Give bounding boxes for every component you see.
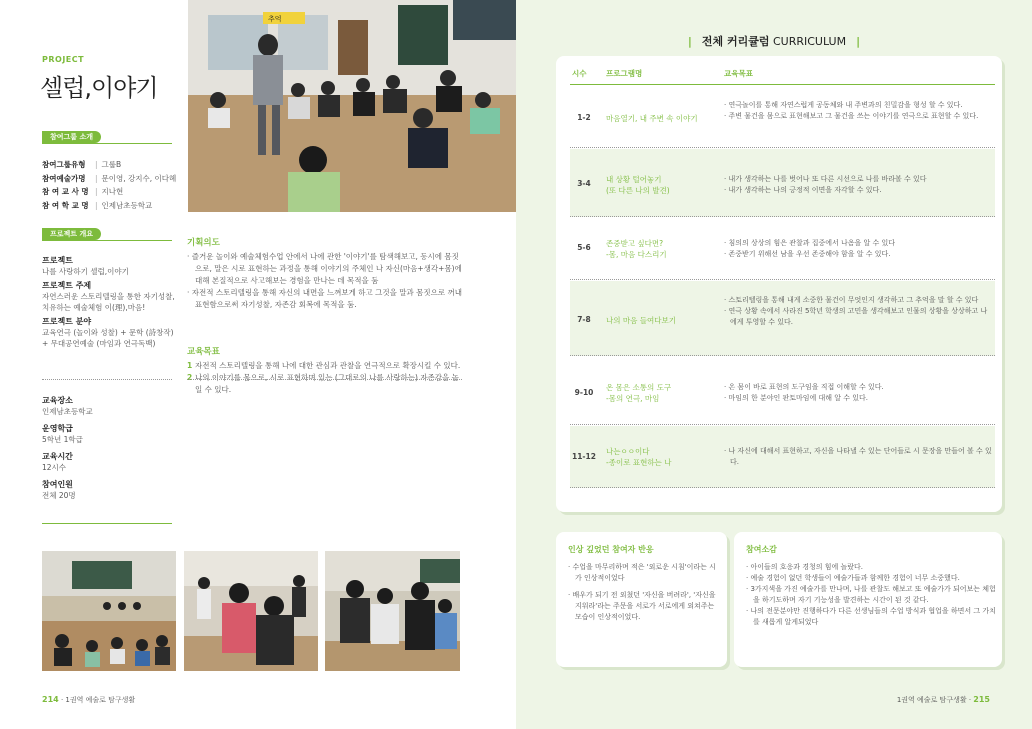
table-row: 11-12 나는ㅇㅇ이다 -종이로 표현하는 나 · 나 자신에 대해서 표현하고, 자신을 나타낼 수 있는 단어들로 시 문장을 만들어 볼 수 있다. — [570, 426, 995, 488]
class-photo-main — [188, 0, 516, 212]
goals-heading: 교육목표 — [187, 347, 220, 357]
details-line — [42, 523, 172, 524]
class-photo-2 — [184, 551, 318, 671]
info-row: 참 여 교 사 명 | 지나현 — [42, 187, 124, 196]
footer-right: 1권역 예술로 탐구생활 · 215 — [896, 695, 990, 704]
participants-tag-line — [42, 143, 172, 144]
divider — [42, 379, 172, 380]
overview-tag: 프로젝트 개요 — [42, 228, 101, 240]
svg-text:추억: 추억 — [268, 15, 282, 23]
reactions-heading: 인상 깊었던 참여자 반응 — [568, 545, 654, 554]
project-title: 셀럽,이야기 — [40, 74, 158, 102]
table-row: 3-4 내 상황 털어놓기 (또 다른 나의 발견) · 내가 생각하는 나를 벗어나 또 다른 시선으로 나를 바라볼 수 있다 · 내가 생각하는 나의 긍정적 이면을 자각할 수 있다. — [570, 149, 995, 217]
info-row: 참 여 학 교 명 | 인제남초등학교 — [42, 200, 153, 210]
reactions-text: · 수업을 마무리하며 적은 '외로운 시침'이라는 시가 인상적이었다 · 배우가 되기 전 외쳤던 '자신을 버려라', '자신을 지워라'라는 주문을 서로가 서로에게 외쳐주는 모습이 인상적이었다. — [568, 563, 716, 621]
header-line — [570, 84, 995, 85]
curriculum-title: | 전체 커리큘럼 CURRICULUM | — [687, 35, 861, 48]
class-photo-1 — [42, 551, 176, 671]
participant-reactions-card — [556, 532, 727, 667]
overview-block: 프로젝트 나를 사랑하기 셀럽,이야기 프로젝트 주제 자연스러운 스토리텔링을 통한 자기성찰, 치유하는 예술체험 이(理),마음! 프로젝트 분야 교육연극 (놀이와 성찰) + 문학 (詩창작) + 무대공연예술 (마임과 연극독백) — [42, 256, 175, 348]
goal-item: 2 나의 이야기를 몸으로, 시로 표현하며 있는 (그대로의 나를 사랑하는) 자존감을 높일 수 있다. — [187, 373, 459, 394]
impressions-heading: 참여소감 — [746, 545, 777, 554]
goal-item: 1 자전적 스토리텔링을 통해 나에 대한 관심과 관찰을 연극적으로 확장시킬 수 있다. — [187, 361, 461, 370]
impressions-card — [734, 532, 1002, 667]
impressions-text: · 아이들의 호응과 경청의 힘에 놀랐다. · 예술 경험이 없던 학생들이 예술가들과 함께한 경험이 너무 소중했다. · 3가지색을 가진 예술가를 만나며, 나를 관찰도 해보고 또 예술가가 되어보는 체험을 하기도하며 자기 기능성을 발견하는 시간이 된 것 같다. · 나의 전문분야만 진행하다가 다른 선생님들의 수업 방식과 협업을 하면서 그 가치를 새롭게 알게되었다 — [746, 563, 996, 626]
goals-text — [187, 360, 462, 396]
details-block: 교육장소 인제남초등학교 운영학급 5학년 1학급 교육시간 12시수 참여인원 전체 20명 — [42, 396, 93, 500]
right-page — [516, 0, 1032, 729]
divider — [187, 379, 462, 380]
overview-tag-line — [42, 240, 172, 241]
project-label: PROJECT — [42, 55, 85, 64]
footer-left: 214 · 1권역 예술로 탐구생활 — [42, 695, 136, 704]
curriculum-header: 시수 프로그램명 교육목표 — [572, 69, 753, 78]
participants-tag: 참여그룹 소개 — [42, 131, 101, 143]
participants-info — [42, 158, 182, 212]
info-row: 참여예술가명 | 문이영, 강지수, 이다혜 — [42, 173, 177, 183]
table-row: 1-2 마음열기, 내 주변 속 이야기 · 연극놀이를 통해 자연스럽게 공동체와 내 주변과의 친밀감을 형성 할 수 있다. · 주변 물건을 몸으로 표현해보고 그 물건을 쓰는 이야기를 연극으로 표현할 수 있다. — [570, 86, 995, 148]
info-row: 참여그룹유형 | 그룹B — [42, 160, 122, 169]
planning-heading: 기획의도 — [187, 238, 220, 248]
planning-text: · 즐거운 놀이와 예술체험수업 안에서 나에 관한 '이야기'를 탐색해보고, 동시에 몸짓으로, 말은 시로 표현하는 과정을 통해 이야기의 주체인 나 자신(마음+생각+몸)에 대해 본질적으로 사고해보는 경험을 만나는 데 목적을 둠 · 자전적 스토리텔링을 통해 자신의 내면을 느껴보게 하고 그것을 말과 몸짓으로 꺼내표현함으로써 자기성찰, 자존감 회복에 목적을 둠. — [187, 252, 462, 309]
table-row: 5-6 존중받고 싶다면? -몸, 마음 다스리기 · 침의의 상상의 힘은 관찰과 집중에서 나옴을 알 수 있다 · 존중받기 위해선 남을 우선 존중해야 함을 알 수 있다. — [570, 218, 995, 280]
curriculum-table — [556, 56, 1002, 512]
class-photo-3 — [325, 551, 460, 671]
table-row: 9-10 온 몸은 소통의 도구 -몸의 연극, 마임 · 온 몸이 바로 표현의 도구임을 직접 이해할 수 있다. · 마임의 한 분야인 판토마임에 대해 알 수 있다. — [570, 357, 995, 425]
table-row: 7-8 나의 마음 들여다보기 · 스토리텔링을 통해 내게 소중한 물건이 무엇인지 생각하고 그 추억을 말 할 수 있다 · 연극 상황 속에서 사라진 5학년 학생의 고민을 생각해보고 인물의 상황을 상상하고 나에게 투영할 수 있다. — [570, 281, 995, 356]
